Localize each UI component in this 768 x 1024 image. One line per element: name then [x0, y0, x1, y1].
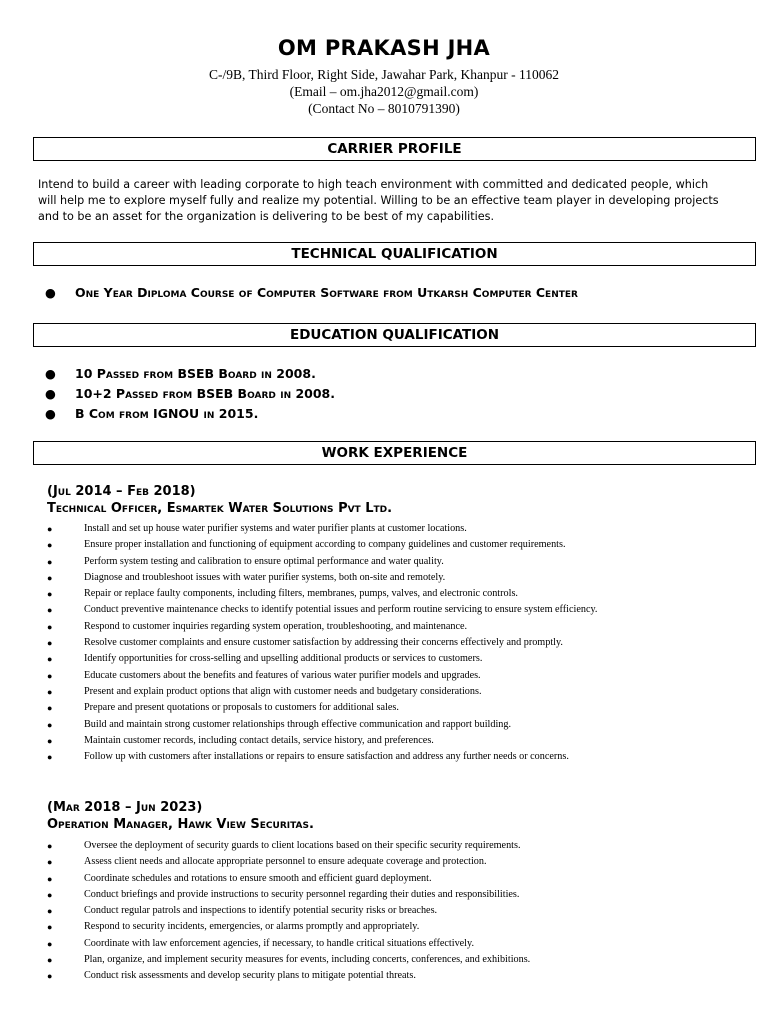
list-item: ● Follow up with customers after installations or repairs to ensure satisfaction and address any further needs or concerns.: [47, 749, 597, 765]
section-heading-profile: CARRIER PROFILE: [33, 137, 756, 161]
list-item: ● Respond to security incidents, emergencies, or alarms promptly and appropriately.: [47, 919, 530, 935]
bullet-icon: ●: [47, 540, 53, 551]
list-item: ● One Year Diploma Course of Computer Software from Utkarsh Computer Center: [45, 283, 578, 303]
bullet-icon: ●: [47, 889, 53, 900]
list-item: ● Prepare and present quotations or proposals to customers for additional sales.: [47, 700, 597, 716]
bullet-icon: ●: [45, 285, 56, 300]
job-dates: (Jul 2014 – Feb 2018): [47, 484, 196, 499]
list-item: ● Coordinate schedules and rotations to ensure smooth and efficient guard deployment.: [47, 871, 530, 887]
list-item: ● Diagnose and troubleshoot issues with water purifier systems, both on-site and remotely.: [47, 570, 597, 586]
bullet-icon: ●: [47, 938, 53, 949]
list-item: ● Repair or replace faulty components, including filters, membranes, pumps, valves, and electronic controls.: [47, 586, 597, 602]
list-item: ● Resolve customer complaints and ensure customer satisfaction by addressing their concerns effectively and promptly.: [47, 635, 597, 651]
bullet-icon: ●: [47, 971, 53, 982]
section-heading-technical: TECHNICAL QUALIFICATION: [33, 242, 756, 266]
list-item: ● Perform system testing and calibration to ensure optimal performance and water quality.: [47, 554, 597, 570]
bullet-icon: ●: [47, 654, 53, 665]
list-item: ● Plan, organize, and implement security measures for events, including concerts, conferences, and exhibitions.: [47, 952, 530, 968]
bullet-icon: ●: [47, 605, 53, 616]
list-item: ● Ensure proper installation and functioning of equipment according to company guidelines and customer requirements.: [47, 537, 597, 553]
bullet-icon: ●: [47, 752, 53, 763]
bullet-icon: ●: [47, 857, 53, 868]
bullet-icon: ●: [47, 621, 53, 632]
bullet-icon: ●: [45, 386, 56, 401]
bullet-icon: ●: [47, 638, 53, 649]
list-item: ● Educate customers about the benefits and features of various water purifier models and upgrades.: [47, 668, 597, 684]
bullet-icon: ●: [47, 670, 53, 681]
list-item: ● 10 Passed from BSEB Board in 2008.: [45, 364, 335, 384]
bullet-icon: ●: [47, 719, 53, 730]
list-item: ● Assess client needs and allocate appropriate personnel to ensure adequate coverage and protection.: [47, 854, 530, 870]
bullet-icon: ●: [45, 406, 56, 421]
address-line: C-/9B, Third Floor, Right Side, Jawahar Park, Khanpur - 110062: [208, 67, 560, 82]
list-item: ● Build and maintain strong customer relationships through effective communication and rapport building.: [47, 717, 597, 733]
list-item: ● Identify opportunities for cross-selling and upselling additional products or services to customers.: [47, 651, 597, 667]
bullet-icon: ●: [47, 572, 53, 583]
bullet-icon: ●: [47, 922, 53, 933]
bullet-icon: ●: [47, 589, 53, 600]
bullet-icon: ●: [47, 735, 53, 746]
list-item: ● Maintain customer records, including contact details, service history, and preferences.: [47, 733, 597, 749]
bullet-icon: ●: [47, 686, 53, 697]
job-dates: (Mar 2018 – Jun 2023): [47, 800, 203, 815]
profile-paragraph: Intend to build a career with leading corporate to high teach environment with committed and dedicated people, which will help me to explore myself fully and realize my potential. Willing to be an effective team player in developing projects and to be an asset for the organization is delivering to be best of my capabilities.: [38, 178, 719, 223]
section-heading-work: WORK EXPERIENCE: [33, 441, 756, 465]
list-item: ● Coordinate with law enforcement agencies, if necessary, to handle critical situations effectively.: [47, 936, 530, 952]
list-item: ● Respond to customer inquiries regarding system operation, troubleshooting, and maintenance.: [47, 619, 597, 635]
bullet-icon: ●: [47, 556, 53, 567]
bullet-icon: ●: [47, 703, 53, 714]
list-item: ● B Com from IGNOU in 2015.: [45, 404, 335, 424]
job-duties-list: [47, 521, 597, 765]
list-item: ● Conduct risk assessments and develop security plans to mitigate potential threats.: [47, 968, 530, 984]
job-duties-list: [47, 838, 530, 985]
bullet-icon: ●: [45, 366, 56, 381]
section-heading-education: EDUCATION QUALIFICATION: [33, 323, 756, 347]
list-item: ● Conduct preventive maintenance checks to identify potential issues and perform routine servicing to ensure system efficiency.: [47, 602, 597, 618]
bullet-icon: ●: [47, 906, 53, 917]
email-line: (Email – om.jha2012@gmail.com): [289, 84, 479, 99]
technical-qualification-list: [45, 283, 578, 303]
list-item: ● Install and set up house water purifier systems and water purifier plants at customer locations.: [47, 521, 597, 537]
bullet-icon: ●: [47, 873, 53, 884]
bullet-icon: ●: [47, 955, 53, 966]
list-item: ● Conduct regular patrols and inspections to identify potential security risks or breaches.: [47, 903, 530, 919]
education-qualification-list: [45, 364, 335, 424]
bullet-icon: ●: [47, 841, 53, 851]
job-title: Technical Officer, Esmartek Water Solutions Pvt Ltd.: [47, 501, 393, 516]
list-item: ● Conduct briefings and provide instructions to security personnel regarding their duties and responsibilities.: [47, 887, 530, 903]
contact-number-line: (Contact No – 8010791390): [308, 101, 460, 116]
list-item: ● Oversee the deployment of security guards to client locations based on their specific security requirements.: [47, 838, 530, 854]
list-item: ● 10+2 Passed from BSEB Board in 2008.: [45, 384, 335, 404]
list-item: ● Present and explain product options that align with customer needs and budgetary considerations.: [47, 684, 597, 700]
job-title: Operation Manager, Hawk View Securitas.: [47, 817, 314, 832]
bullet-icon: ●: [47, 524, 53, 534]
candidate-name: OM PRAKASH JHA: [277, 36, 491, 60]
